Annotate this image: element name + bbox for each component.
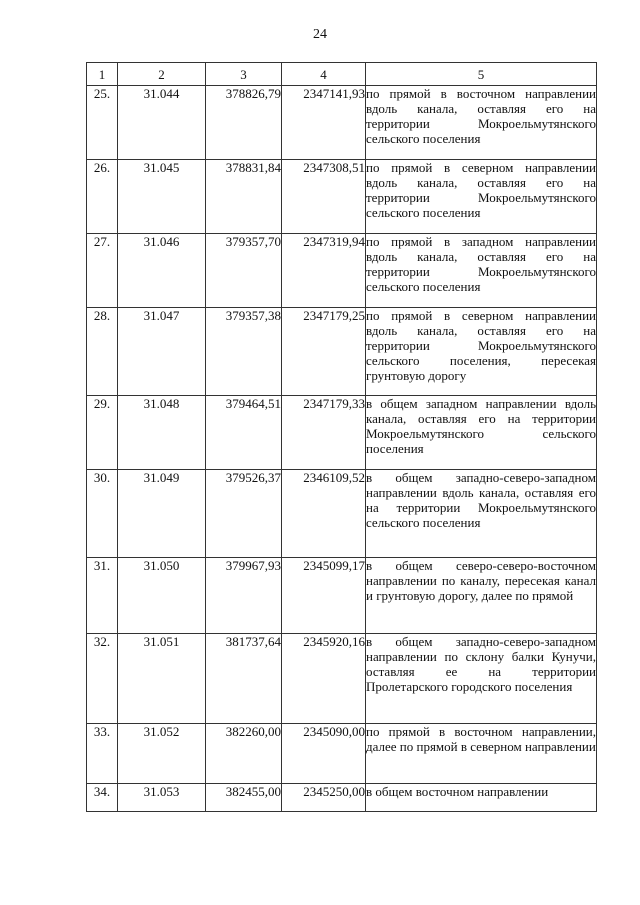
row-number: 29. — [87, 396, 118, 470]
boundary-description: по прямой в северном направлении вдоль канала, оставляя его на территории Мокроельмутянского сельского поселения, пересекая грунтовую дорогу — [366, 308, 597, 396]
coord-y: 2347179,33 — [282, 396, 366, 470]
boundary-description: по прямой в северном направлении вдоль канала, оставляя его на территории Мокроельмутянского сельского поселения — [366, 160, 597, 234]
table-header — [87, 63, 597, 86]
boundary-description: по прямой в восточном направлении, далее по прямой в северном направлении — [366, 724, 597, 784]
boundary-description: в общем восточном направлении — [366, 784, 597, 812]
header-col-3: 3 — [206, 63, 282, 86]
header-col-2: 2 — [118, 63, 206, 86]
coord-x: 378831,84 — [206, 160, 282, 234]
coord-y: 2347308,51 — [282, 160, 366, 234]
row-number: 30. — [87, 470, 118, 558]
coord-y: 2345250,00 — [282, 784, 366, 812]
table-row — [87, 86, 597, 160]
coord-x: 379357,70 — [206, 234, 282, 308]
coord-y: 2346109,52 — [282, 470, 366, 558]
coord-y: 2345920,16 — [282, 634, 366, 724]
table-row — [87, 558, 597, 634]
point-code: 31.052 — [118, 724, 206, 784]
point-code: 31.051 — [118, 634, 206, 724]
point-code: 31.045 — [118, 160, 206, 234]
page-number: 24 — [313, 27, 327, 42]
boundary-description: в общем западно-северо-западном направлении вдоль канала, оставляя его на территории Мокроельмутянского сельского поселения — [366, 470, 597, 558]
coord-x: 381737,64 — [206, 634, 282, 724]
coord-y: 2345099,17 — [282, 558, 366, 634]
coord-x: 379526,37 — [206, 470, 282, 558]
table-row — [87, 724, 597, 784]
point-code: 31.048 — [118, 396, 206, 470]
coord-y: 2347141,93 — [282, 86, 366, 160]
point-code: 31.050 — [118, 558, 206, 634]
row-number: 31. — [87, 558, 118, 634]
header-col-5: 5 — [366, 63, 597, 86]
row-number: 33. — [87, 724, 118, 784]
row-number: 26. — [87, 160, 118, 234]
point-code: 31.046 — [118, 234, 206, 308]
boundary-description: в общем северо-северо-восточном направлении по каналу, пересекая канал и грунтовую дорогу, далее по прямой — [366, 558, 597, 634]
table-row — [87, 396, 597, 470]
table-row — [87, 234, 597, 308]
header-col-4: 4 — [282, 63, 366, 86]
coord-x: 379967,93 — [206, 558, 282, 634]
coord-y: 2345090,00 — [282, 724, 366, 784]
row-number: 28. — [87, 308, 118, 396]
table-row — [87, 634, 597, 724]
table-body — [87, 86, 597, 812]
table-row — [87, 784, 597, 812]
boundary-description: по прямой в восточном направлении вдоль канала, оставляя его на территории Мокроельмутянского сельского поселения — [366, 86, 597, 160]
table-row — [87, 308, 597, 396]
coord-y: 2347179,25 — [282, 308, 366, 396]
point-code: 31.047 — [118, 308, 206, 396]
coord-x: 382260,00 — [206, 724, 282, 784]
coord-x: 379464,51 — [206, 396, 282, 470]
row-number: 27. — [87, 234, 118, 308]
row-number: 25. — [87, 86, 118, 160]
header-row — [87, 63, 597, 86]
row-number: 32. — [87, 634, 118, 724]
table-row — [87, 160, 597, 234]
point-code: 31.049 — [118, 470, 206, 558]
coord-x: 378826,79 — [206, 86, 282, 160]
point-code: 31.044 — [118, 86, 206, 160]
header-col-1: 1 — [87, 63, 118, 86]
boundary-description: по прямой в западном направлении вдоль канала, оставляя его на территории Мокроельмутянского сельского поселения — [366, 234, 597, 308]
coord-x: 382455,00 — [206, 784, 282, 812]
boundary-points-table — [86, 62, 597, 812]
coord-y: 2347319,94 — [282, 234, 366, 308]
table-row — [87, 470, 597, 558]
boundary-description: в общем западно-северо-западном направлении по склону балки Кунучи, оставляя ее на территории Пролетарского городского поселения — [366, 634, 597, 724]
coord-x: 379357,38 — [206, 308, 282, 396]
boundary-description: в общем западном направлении вдоль канала, оставляя его на территории Мокроельмутянского сельского поселения — [366, 396, 597, 470]
row-number: 34. — [87, 784, 118, 812]
point-code: 31.053 — [118, 784, 206, 812]
